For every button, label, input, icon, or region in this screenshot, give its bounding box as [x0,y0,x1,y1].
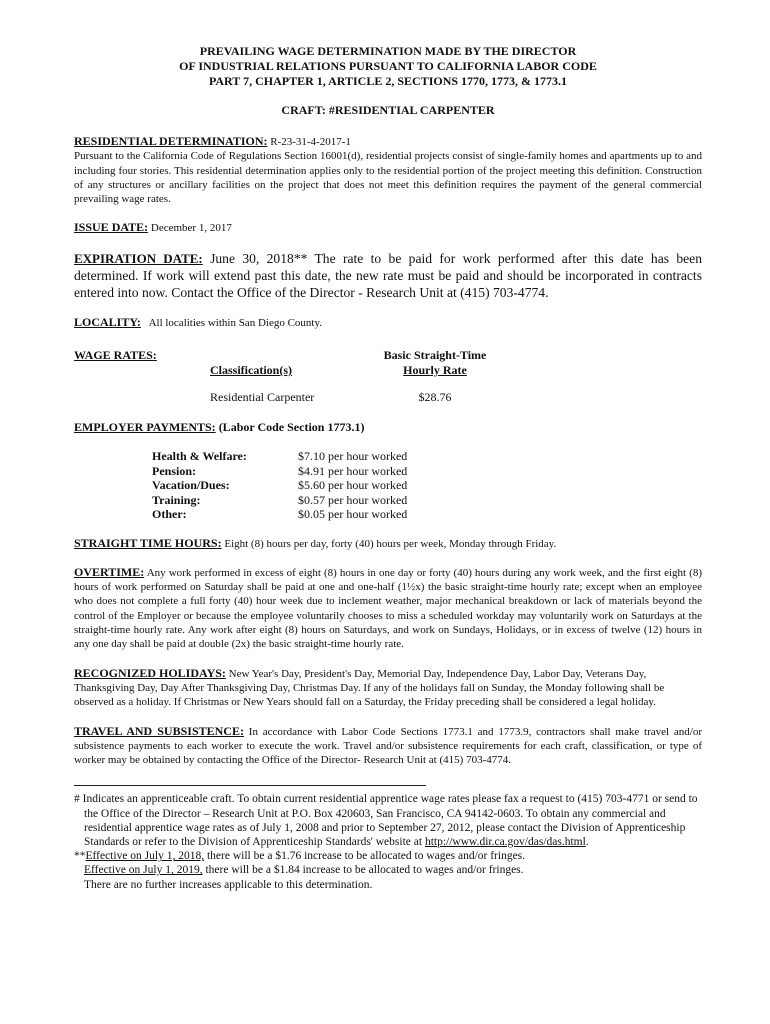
rate-header-line-1: Basic Straight-Time [383,348,487,363]
list-item [152,493,702,508]
locality-value: All localities within San Diego County. [140,316,323,329]
wage-rate: $28.76 [418,390,452,405]
overtime-section [74,565,702,652]
payment-value: $0.05 per hour worked [298,507,408,522]
payment-value: $5.60 per hour worked [298,478,408,493]
issue-date-value: December 1, 2017 [148,222,232,235]
wage-rates-header [74,348,702,384]
footnote-star-1 [74,849,702,863]
das-website-link[interactable]: http://www.dir.ca.gov/das/das.html [424,836,586,849]
document-title [74,44,702,89]
footnote-final: There are no further increases applicable to this determination. [84,878,373,891]
list-item [152,464,702,479]
expiration-text: June 30, 2018** The rate to be paid for work performed after this date has been determined. If work will extend past this date, the new rate must be paid and should be incorporated in contracts entered into now. Contact the Office of the Director - Research Unit at (415) 703-4774. [74,250,702,300]
payment-value: $7.10 per hour worked [298,449,408,464]
wage-classification: Residential Carpenter [210,390,315,405]
footnote-hash-text: # Indicates an apprenticeable craft. To obtain current residential apprentice wage rates please fax a request to (415) 703-4771 or send to the Office of the Director – Research Unit at P.O. Box 420603, San Francisco, CA 94142-0603. To obtain any commercial and residential apprentice wage rates as of July 1, 2008 and prior to September 27, 2012, please contact the Division of Apprenticeship Standards or refer to the Division of Apprenticeship Standards' website at [74,793,698,849]
residential-section [74,134,702,206]
footnotes [74,792,702,891]
straight-time-label: STRAIGHT TIME HOURS: [74,535,222,550]
list-item [152,449,702,464]
travel-section [74,724,702,768]
classification-header: Classification(s) [210,363,292,378]
footnote-divider [74,785,426,786]
employer-payments-label: EMPLOYER PAYMENTS: [74,420,216,435]
footnote-hash [74,792,702,849]
document-page [74,44,702,892]
footnote-hash-end: . [585,836,589,849]
overtime-text: Any work performed in excess of eight (8) hours in one day or forty (40) hours during any work week, and the first eight (8) hours of work performed on Saturday shall be paid at one and one-half (1½x) the basic straight-time hourly rate; except when an employee who does not complete a full forty (40) hour week due to inclement weather, major mechanical breakdown or lack of materials beyond the control of the Employer or because the employee voluntarily chooses to miss a scheduled workday may voluntarily work on Saturdays at the straight-time hourly rate. Any work after eight (8) hours on Saturdays, and work on Sundays, Holidays, or in excess of twelve (12) hours in any one day shall be paid at double (2x) the basic straight-time hourly rate. [74,566,702,651]
effective-date-2: Effective on July 1, 2019, [84,864,203,877]
rate-header-line-2: Hourly Rate [403,363,467,378]
effective-date-1: Effective on July 1, 2018, [85,850,205,863]
payment-name: Other: [152,507,187,522]
expiration-label: EXPIRATION DATE: [74,250,203,266]
expiration-section [74,250,702,301]
title-line-2: OF INDUSTRIAL RELATIONS PURSUANT TO CALIFORNIA LABOR CODE [179,59,597,73]
straight-time-section [74,536,702,551]
footnote-star-prefix: ** [74,850,86,863]
payment-value: $4.91 per hour worked [298,463,408,478]
issue-date-label: ISSUE DATE: [74,220,149,235]
title-line-1: PREVAILING WAGE DETERMINATION MADE BY THE DIRECTOR [199,44,577,58]
travel-text: In accordance with Labor Code Sections 1773.1 and 1773.9, contractors shall make travel and/or subsistence payments to each worker to execute the work. Travel and/or subsistence requirements for each craft, classification, or type of worker may be obtained by contacting the Office of the Director- Research Unit at (415) 703-4774. [74,725,703,767]
effective-text-1: there will be a $1.76 increase to be allocated to wages and/or fringes. [204,850,526,863]
payment-name: Vacation/Dues: [152,478,230,493]
holidays-text: New Year's Day, President's Day, Memorial Day, Independence Day, Labor Day, Veterans Day, Thanksgiving Day, Day After Thanksgiving Day, Christmas Day. If any of the holidays fall on Sunday, the Monday following shall be observed as a holiday. If Christmas or New Years should fall on a Saturday, the Friday preceding shall be considered a legal holiday. [74,667,665,709]
straight-time-text: Eight (8) hours per day, forty (40) hours per week, Monday through Friday. [221,537,557,550]
payment-name: Training: [152,492,201,507]
overtime-label: OVERTIME: [74,564,145,579]
list-item [152,507,702,522]
title-line-3: PART 7, CHAPTER 1, ARTICLE 2, SECTIONS 1770, 1773, & 1773.1 [208,74,568,88]
payment-value: $0.57 per hour worked [298,492,408,507]
holidays-label: RECOGNIZED HOLIDAYS: [74,665,226,680]
locality-section [74,315,702,330]
residential-id: R-23-31-4-2017-1 [267,136,351,148]
employer-payments-list [152,449,702,522]
employer-payments-heading [74,420,702,435]
locality-label: LOCALITY: [74,314,141,329]
payment-name: Health & Welfare: [152,449,247,464]
wage-row [74,390,702,406]
residential-label: RESIDENTIAL DETERMINATION: [74,134,268,148]
list-item [152,478,702,493]
issue-date-section [74,220,702,235]
effective-text-2: there will be a $1.84 increase to be allocated to wages and/or fringes. [202,864,524,877]
travel-label: TRAVEL AND SUBSISTENCE: [74,723,244,738]
wage-rates-label: WAGE RATES: [74,348,157,363]
holidays-section [74,666,702,710]
employer-payments-note: (Labor Code Section 1773.1) [215,420,365,435]
footnote-star-2 [74,863,702,877]
payment-name: Pension: [152,463,197,478]
residential-text: Pursuant to the California Code of Regulations Section 16001(d), residential projects consist of single-family homes and apartments up to and including four stories. This residential determination applies only to the residential portion of the project meeting this definition. Construction of any structures or ancillary facilities on the project that does not meet this definition requires the payment of the general commercial prevailing wage rates. [74,150,702,206]
craft-heading: CRAFT: #RESIDENTIAL CARPENTER [281,103,495,117]
